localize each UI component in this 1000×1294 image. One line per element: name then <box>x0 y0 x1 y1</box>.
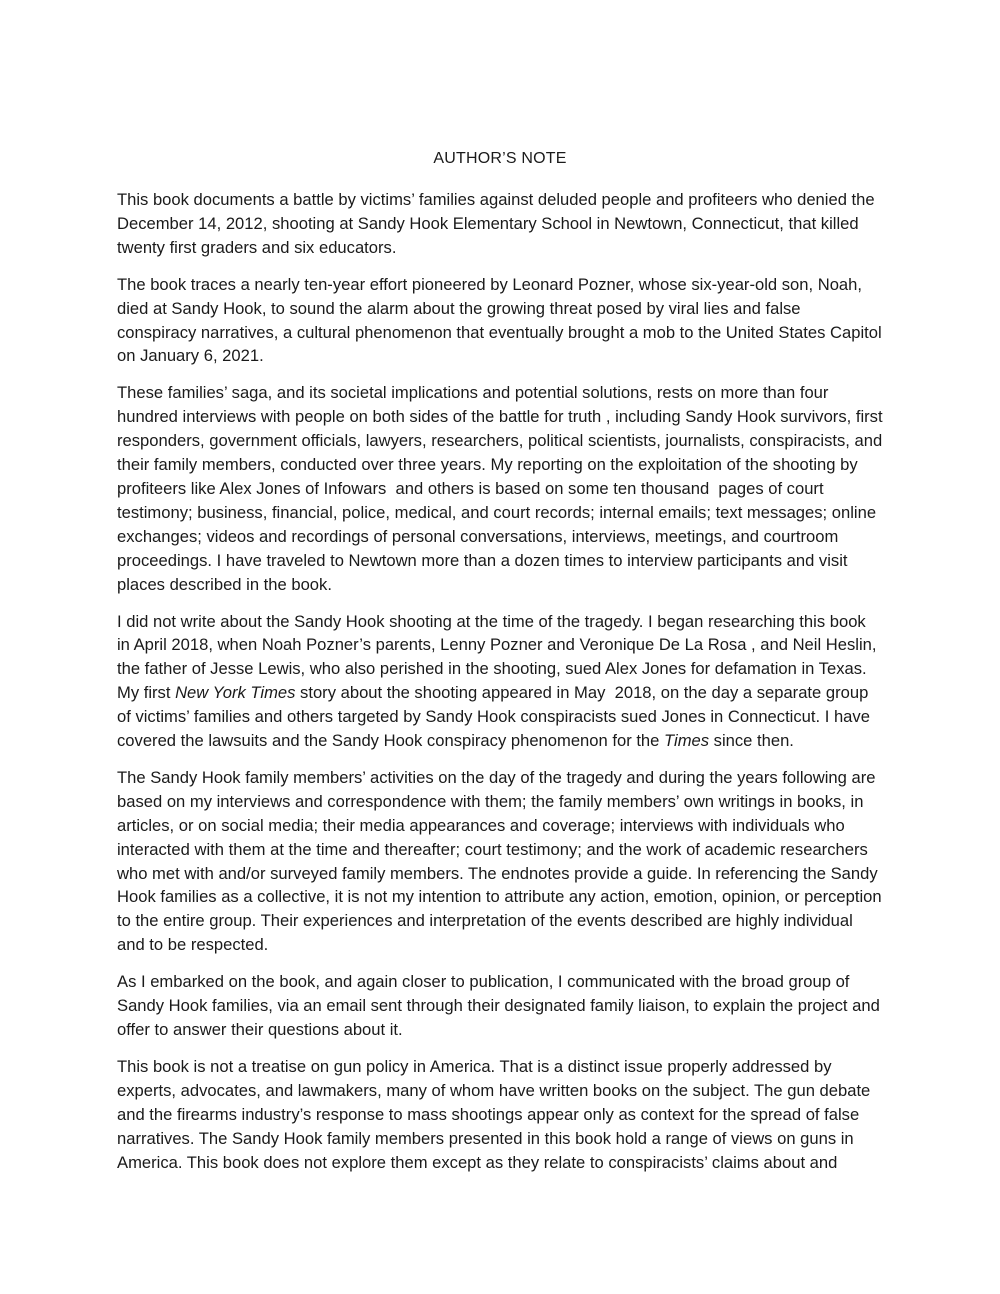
text-run: since then. <box>709 731 794 751</box>
text-run: This book documents a battle by victims’ families against deluded people and profiteers who denied the December 14, 2012, shooting at Sandy Hook Elementary School in Newtown, Connecticut, that killed twenty first graders and six educators. <box>117 190 880 257</box>
paragraph <box>117 610 883 753</box>
text-run: These families’ saga, and its societal implications and potential solutions, rests on more than four hundred interviews with people on both sides of the battle for truth , including Sandy Hook survivors, first responders, government officials, lawyers, researchers, political scientists, journalists, conspiracists, and their family members, conducted over three years. My reporting on the exploitation of the shooting by profiteers like Alex Jones of Infowars and others is based on some ten thousand pages of court testimony; business, financial, police, medical, and court records; internal emails; text messages; online exchanges; videos and recordings of personal conversations, interviews, meetings, and courtroom proceedings. I have traveled to Newtown more than a dozen times to interview participants and visit places described in the book. <box>117 383 888 594</box>
paragraph <box>117 970 883 1042</box>
document-body <box>117 188 888 1174</box>
italic-run: New York Times <box>175 683 296 703</box>
text-run: As I embarked on the book, and again closer to publication, I communicated with the broad group of Sandy Hook families, via an email sent through their designated family liaison, to explain the project and offer to answer their questions about it. <box>117 972 885 1039</box>
text-run: The Sandy Hook family members’ activities on the day of the tragedy and during the years following are based on my interviews and correspondence with them; the family members’ own writings in books, in articles, or on social media; their media appearances and coverage; interviews with individuals who interacted with them at the time and thereafter; court testimony; and the work of academic researchers who met with and/or surveyed family members. The endnotes provide a guide. In referencing the Sandy Hook families as a collective, it is not my intention to attribute any action, emotion, opinion, or perception to the entire group. Their experiences and interpretation of the events described are highly individual and to be respected. <box>117 767 887 955</box>
paragraph <box>117 188 883 260</box>
text-run: I did not write about the Sandy Hook shooting at the time of the tragedy. I began researching this book in April 2018, when Noah Pozner’s parents, Lenny Pozner and Veronique De La Rosa , and Neil Heslin, the father of Jesse Lewis, who also perished in the shooting, sued Alex Jones for defamation in Texas. My first <box>117 611 882 703</box>
paragraph <box>117 1055 883 1175</box>
paragraph <box>117 766 887 957</box>
document-content <box>117 150 888 1187</box>
italic-run: Times <box>664 731 710 751</box>
page-title: AUTHOR’S NOTE <box>433 150 567 167</box>
paragraph <box>117 381 888 596</box>
paragraph <box>117 273 887 369</box>
text-run: The book traces a nearly ten-year effort pioneered by Leonard Pozner, whose six-year-old son, Noah, died at Sandy Hook, to sound the alarm about the growing threat posed by viral lies and false conspiracy narratives, a cultural phenomenon that eventually brought a mob to the United States Capitol on January 6, 2021. <box>117 274 887 366</box>
text-run: story about the shooting appeared in May 2018, on the day a separate group of victims’ families and others targeted by Sandy Hook conspiracists sued Jones in Connecticut. I have covered the lawsuits and the Sandy Hook conspiracy phenomenon for the <box>117 683 875 751</box>
text-run: This book is not a treatise on gun policy in America. That is a distinct issue properly addressed by experts, advocates, and lawmakers, many of whom have written books on the subject. The gun debate and the firearms industry’s response to mass shootings appear only as context for the spread of false narratives. The Sandy Hook family members presented in this book hold a range of views on guns in America. This book does not explore them except as they relate to conspiracists’ claims about and <box>117 1056 875 1172</box>
